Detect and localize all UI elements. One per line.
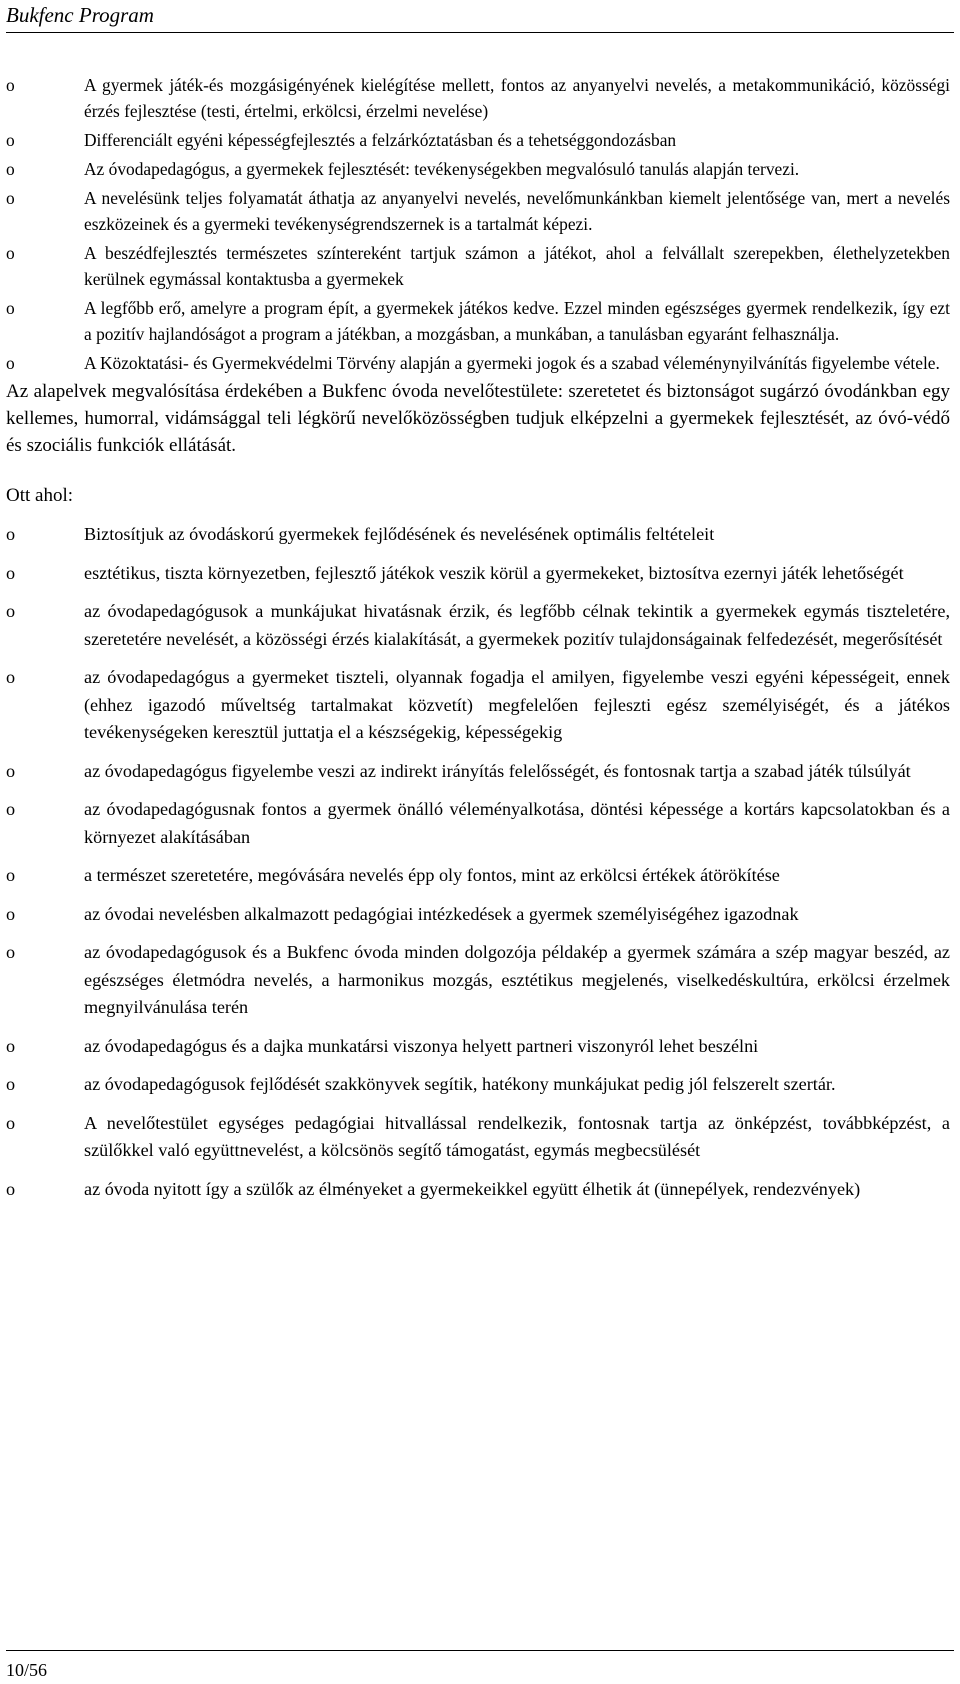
list-item: [6, 1176, 950, 1204]
bullet-icon: o: [6, 942, 16, 962]
list-item: [6, 1110, 950, 1165]
list-item-text: az óvodapedagógusnak fontos a gyermek önálló véleményalkotása, döntési képessége a kortárs kapcsolatokban és a környezet alakításában: [84, 799, 950, 847]
list-item: [6, 127, 950, 153]
list-item: [6, 156, 950, 182]
bullet-icon: o: [6, 298, 15, 318]
list-item-text: Az óvodapedagógus, a gyermekek fejlesztését: tevékenységekben megvalósuló tanulás alapján tervezi.: [84, 159, 800, 179]
principles-list: [6, 72, 950, 376]
bullet-icon: o: [6, 760, 16, 781]
bullet-icon: o: [6, 1178, 16, 1199]
bullet-icon: o: [6, 1074, 16, 1094]
list-item-text: Biztosítjuk az óvodáskorú gyermekek fejlődésének és nevelésének optimális feltételeit: [84, 524, 715, 544]
list-item: [6, 521, 950, 549]
list-item-text: a természet szeretetére, megóvására nevelés épp oly fontos, mint az erkölcsi értékek átörökítése: [84, 865, 780, 885]
list-item-text: A nevelőtestület egységes pedagógiai hitvallással rendelkezik, fontosnak tartja az önképzést, továbbképzést, a szülőkkel való együttnevelést, a kölcsönös segítő támogatást, egymás megbecsülését: [84, 1112, 950, 1160]
list-item: [6, 1033, 950, 1061]
list-item: [6, 664, 950, 747]
list-item-text: A Közoktatási- és Gyermekvédelmi Törvény alapján a gyermeki jogok és a szabad véleménynyilvánítás figyelembe vétele.: [84, 353, 940, 373]
bullet-icon: o: [6, 865, 16, 885]
bullet-icon: o: [6, 353, 15, 373]
list-item: [6, 240, 950, 292]
list-item-text: Differenciált egyéni képességfejlesztés a felzárkóztatásban és a tehetséggondozásban: [84, 130, 677, 150]
list-item: [6, 560, 950, 588]
document-body: [6, 72, 950, 1203]
list-item: [6, 295, 950, 347]
list-item-text: A nevelésünk teljes folyamatát áthatja az anyanyelvi nevelés, nevelőmunkánkban kiemelt jelentősége van, mert a nevelés eszközeinek és a gyermeki tevékenységrendszernek is a tartalmát képezi.: [84, 188, 950, 234]
list-item: [6, 72, 950, 124]
bullet-icon: o: [6, 799, 16, 819]
bullet-icon: o: [6, 562, 16, 583]
list-item-text: esztétikus, tiszta környezetben, fejlesztő játékok veszik körül a gyermekeket, biztosítva ezernyi játék lehetőségét: [84, 562, 904, 583]
bullet-icon: o: [6, 1112, 16, 1133]
list-item-text: az óvodapedagógusok a munkájukat hivatásnak érzik, és legfőbb célnak tekintik a gyermekek egymás tiszteletére, szeretetére nevelését, a közösségi érzés kialakítását, a gyermekek pozitív tulajdonságainak felfedezését, megerősítését: [84, 601, 950, 649]
bullet-icon: o: [6, 601, 16, 621]
list-item-text: A beszédfejlesztés természetes színtereként tartjuk számon a játékot, ahol a felvállalt szerepekben, élethelyzetekben kerülnek egymással kontaktusba a gyermekek: [84, 243, 950, 289]
list-item: [6, 862, 950, 890]
conditions-list: [6, 521, 950, 1203]
list-item-text: az óvodai nevelésben alkalmazott pedagógiai intézkedések a gyermek személyiségéhez igazodnak: [84, 903, 799, 924]
list-item: [6, 939, 950, 1022]
bullet-icon: o: [6, 903, 16, 924]
list-item-text: az óvodapedagógusok és a Bukfenc óvoda minden dolgozója példakép a gyermek számára a szép magyar beszéd, az egészséges életmódra nevelés, a harmonikus mozgás, esztétikus megjelenés, viselkedéskultúra, erkölcsi érzelmek megnyilvánulása terén: [84, 942, 950, 1017]
list-item-text: az óvodapedagógus a gyermeket tiszteli, olyannak fogadja el amilyen, figyelembe veszi egyéni képességeit, ennek (ehhez igazodó műveltség tartalmakat közvetít) megfelelően fejleszti egész személyiségét, és a játékos tevékenységeken keresztül juttatja el a készségekig, képességekig: [84, 667, 950, 742]
list-item-text: az óvoda nyitott így a szülők az élményeket a gyermekeikkel együtt élhetik át (ünnepélyek, rendezvények): [84, 1178, 861, 1199]
list-item-text: az óvodapedagógus figyelembe veszi az indirekt irányítás felelősségét, és fontosnak tartja a szabad játék túlsúlyát: [84, 760, 911, 781]
page-number: 10/56: [6, 1660, 48, 1680]
list-item-text: az óvodapedagógus és a dajka munkatársi viszonya helyett partneri viszonyról lehet beszélni: [84, 1035, 759, 1056]
footer-divider: [6, 1650, 954, 1651]
list-item-text: A gyermek játék-és mozgásigényének kielégítése mellett, fontos az anyanyelvi nevelés, a metakommunikáció, közösségi érzés fejlesztése (testi, értelmi, erkölcsi, érzelmi nevelése): [84, 75, 950, 121]
bullet-icon: o: [6, 524, 16, 544]
document-title: Bukfenc Program: [6, 3, 154, 27]
list-item-text: A legfőbb erő, amelyre a program épít, a gyermekek játékos kedve. Ezzel minden egészséges gyermek rendelkezik, így ezt a pozitív hajlandóságot a program a játékban, a mozgásban, a munkában, a tanulásban egyaránt felhasználja.: [84, 298, 950, 344]
bullet-icon: o: [6, 243, 15, 263]
list-item: [6, 1071, 950, 1099]
bullet-icon: o: [6, 188, 15, 208]
intro-paragraph: Az alapelvek megvalósítása érdekében a Bukfenc óvoda nevelőtestülete: szeretetet és biztonságot sugárzó óvodánkban egy kellemes, humorral, vidámsággal teli légkörű nevelőközösségben tudjuk elképzelni a gyermekek fejlesztését, az óvó-védő és szociális funkciók ellátását.: [6, 381, 950, 456]
bullet-icon: o: [6, 130, 15, 150]
list-item: [6, 598, 950, 653]
list-item-text: az óvodapedagógusok fejlődését szakkönyvek segítik, hatékony munkájukat pedig jól felszerelt szertár.: [84, 1074, 836, 1094]
bullet-icon: o: [6, 667, 16, 687]
bullet-icon: o: [6, 75, 15, 95]
list-item: [6, 758, 950, 786]
list-item: [6, 350, 950, 376]
bullet-icon: o: [6, 159, 15, 179]
ott-ahol-heading: Ott ahol:: [6, 485, 74, 506]
list-item: [6, 796, 950, 851]
page-header: [6, 0, 954, 33]
bullet-icon: o: [6, 1035, 16, 1056]
list-item: [6, 185, 950, 237]
list-item: [6, 901, 950, 929]
